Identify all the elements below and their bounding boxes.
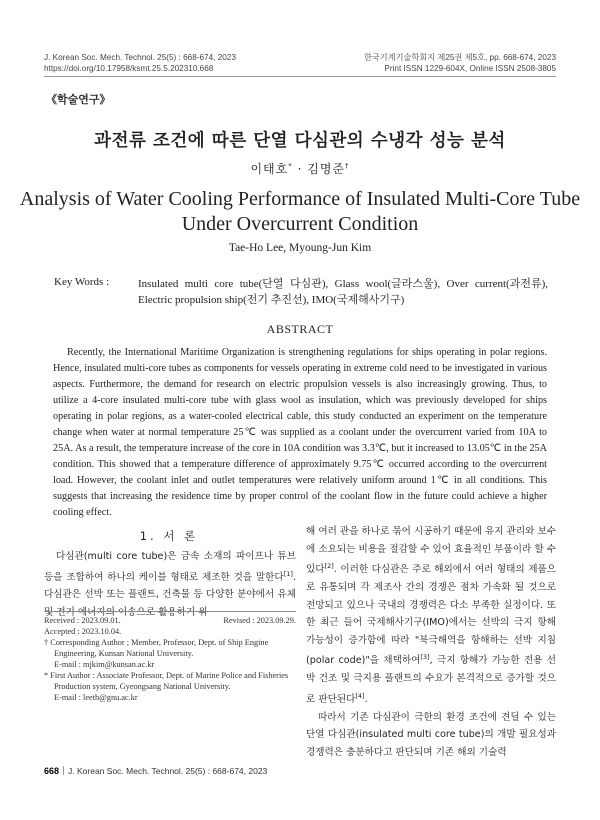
submission-dates [44, 615, 296, 626]
abstract-body: Recently, the International Maritime Organization is strengthening regulations for ships operating in polar regions. Hence, insulated multi-core tubes as components for vessels operating in extreme cold need to be investigated in various aspects. Furthermore, the demand for research on electric propulsion vessels is also increasingly growing. Thus, to utilize a 4-core insulated multi-core tube with glass wool as insulation, which was previously developed for ships operating in polar regions, as a water-cooled electrical cable, this study conducted an experiment on the temperature change when water at normal temperature 25℃ was supplied as a coolant under the overcurrent varied from 10A to 25A. As a result, the temperature increase of the core in 10A condition was 3.3℃, but it increased to 13.05℃ in the 25A condition. This showed that a temperature difference of approximately 9.75℃ occurred according to the overcurrent load. However, the coolant inlet and outlet temperatures were relatively uniform around 1℃ in all conditions. This suggests that increasing the residence time by proper control of the coolant flow in the future could achieve a higher cooling effect. [53, 347, 547, 518]
body-column-right [306, 523, 556, 761]
abstract-heading: ABSTRACT [266, 322, 334, 336]
first-author-email[interactable]: E-mail : leeth@gnu.ac.kr [54, 693, 138, 702]
header-divider [44, 76, 556, 77]
issn-info: Print ISSN 1229-604X, Online ISSN 2508-3805 [384, 64, 556, 73]
author-separator: · [297, 162, 303, 176]
doi-link[interactable]: https://doi.org/10.17958/ksmt.25.5.202310.668 [44, 64, 214, 73]
paragraph-text: . 이러한 다심관은 주로 해외에서 여러 형태의 제품으로 유통되며 각 제조사 간의 경쟁은 점차 가속화 될 것으로 전망되고 있으나 국내의 경쟁력은 다소 부족한 실정이다. 또한 최근 들어 국제해사기구(IMO)에서는 선박의 극지 항해 가능성이 증가함에 따라 "북극해역을 항해하는 선박 지침(polar code)"을 채택하여 [306, 564, 556, 667]
accepted-date: Accepted : 2023.10.04. [44, 627, 122, 636]
section-heading-introduction: 1. 서 론 [139, 529, 199, 543]
journal-citation: J. Korean Soc. Mech. Technol. 25(5) : 668-674, 2023 [44, 53, 236, 62]
keywords-text: Insulated multi core tube(단열 다심관), Glass wool(글라스울), Over current(과전류), Electric propulsion ship(전기 추진선), IMO(국제해사기구) [138, 278, 548, 306]
journal-citation-ko: 한국기계기술학회지 제25권 제5호, pp. 668-674, 2023 [363, 53, 556, 62]
corresponding-author-email[interactable]: E-mail : mjkim@kunsan.ac.kr [54, 660, 155, 669]
first-author-note: * First Author : Associate Professor, Dept. of Marine Police and Fisheries Production system, Gyeongsang National University. [44, 671, 289, 691]
corresponding-author-note: † Corresponding Author ; Member, Professor, Dept. of Ship Engine Engineering, Kunsan National University. [44, 638, 269, 658]
journal-citation-header [44, 52, 236, 74]
paragraph: 따라서 기존 다심관이 극한의 환경 조건에 견딜 수 있는 단열 다심관(insulated multi core tube)의 개발 필요성과 경쟁력은 충분하다고 판단되며 기존 해외 기술력 [306, 711, 556, 758]
paragraph-text: 해 여러 관을 하나로 묶어 시공하기 때문에 유지 관리와 보수에 소요되는 비용을 절감할 수 있어 효율적인 부품이라 할 수 있다 [306, 526, 556, 576]
paragraph-text: , 극지 항해가 가능한 전용 선박 건조 및 극지용 플랜트의 수요가 본격적으로 증가할 것으로 판단된다 [306, 655, 556, 705]
corresponding-author-mark: † [345, 162, 350, 170]
footnotes [44, 615, 296, 703]
citation-ref[interactable]: [2] [324, 562, 334, 571]
paragraph-text: . 다심관은 선박 또는 플랜트, 건축물 등 다양한 분야에서 유체 및 전기 에너지의 이송으로 활용하기 위 [44, 571, 296, 618]
journal-issn-header [364, 52, 556, 74]
revised-date: Revised : 2023.09.29. [223, 616, 296, 625]
page-footer [44, 766, 267, 776]
section-category: 《학술연구》 [46, 93, 111, 106]
keywords-label: Key Words : [54, 276, 110, 288]
first-author-mark: * [288, 162, 293, 170]
paper-title-english: Analysis of Water Cooling Performance of Insulated Multi-Core Tube Under Overcurrent Condition [19, 188, 581, 235]
authors-english: Tae-Ho Lee, Myoung-Jun Kim [228, 242, 372, 254]
page-number: 668 [44, 766, 60, 776]
footnote-divider [44, 611, 296, 612]
citation-ref[interactable]: [4] [355, 691, 365, 700]
footer-separator [63, 766, 64, 775]
citation-ref[interactable]: [3] [420, 653, 430, 662]
paragraph [306, 523, 556, 709]
author-name: 김명준 [307, 162, 346, 176]
received-date: Received : 2023.09.01. [44, 616, 121, 625]
paragraph-text: 다심관(multi core tube)은 금속 소재의 파이프나 튜브 등을 조합하여 하나의 케이블 형태로 제조한 것을 말한다 [44, 551, 296, 583]
citation-ref[interactable]: [1] [283, 569, 293, 578]
footer-citation: J. Korean Soc. Mech. Technol. 25(5) : 668-674, 2023 [68, 766, 268, 776]
paper-title-korean: 과전류 조건에 따른 단열 다심관의 수냉각 성능 분석 [94, 131, 506, 151]
author-name: 이태호 [250, 162, 289, 176]
paragraph-text: . [364, 693, 368, 705]
authors-korean [0, 160, 600, 177]
